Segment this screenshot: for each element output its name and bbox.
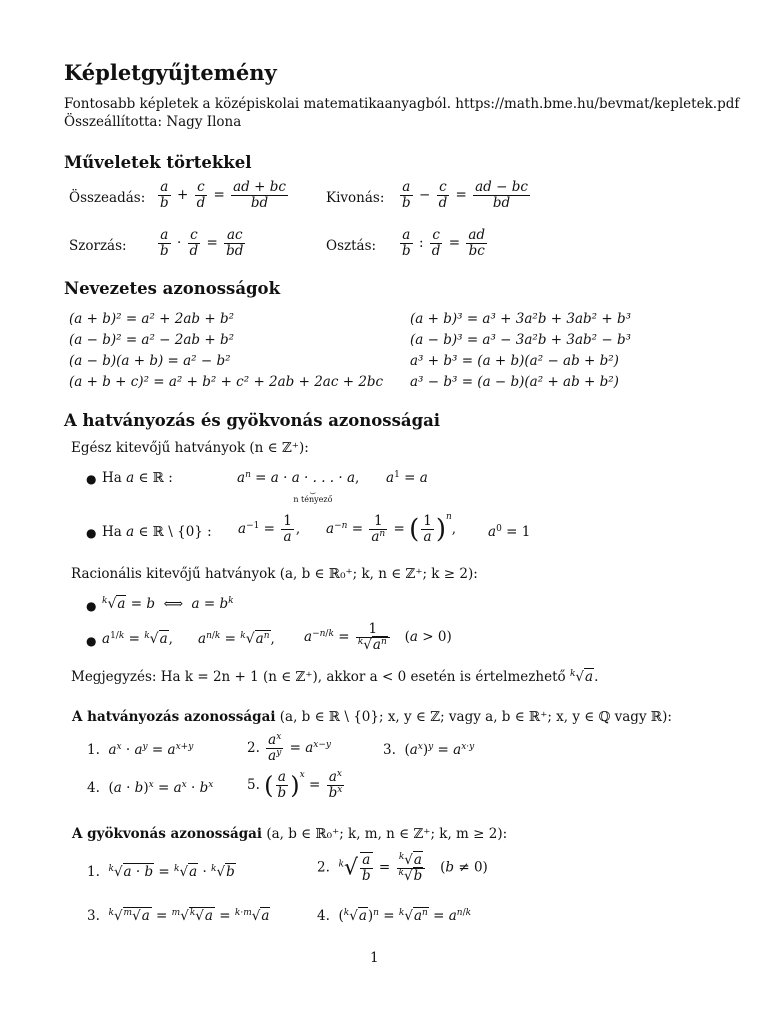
bullet-icon: ● <box>86 472 97 486</box>
rational-power-n: $a^{n/k} = ^k√a^n$, <box>198 631 275 647</box>
root-rules-title: A gyökvonás azonosságai <box>72 826 263 842</box>
brace-label: n tényező <box>293 495 333 504</box>
integer-exponent-heading: Egész kitevőjű hatványok (n ∈ ℤ⁺): <box>71 440 309 456</box>
subtraction-formula: $\frac{a}{b}$ − $\frac{c}{d}$ = $\frac{ad - bc}{bd}$ <box>402 179 528 211</box>
intro-line-1: Fontosabb képletek a középiskolai matematikaanyagból. https://math.bme.hu/bevmat/kepletek.pdf <box>64 96 740 112</box>
identity-left-2: (a − b)² = a² − 2ab + b² <box>69 332 235 348</box>
power-rule-1: 1. $a^x \cdot a^y = a^{x+y}$ <box>87 742 194 758</box>
section-powers-roots-title: A hatványozás és gyökvonás azonosságai <box>64 411 441 430</box>
note: Megjegyzés: Ha k = 2n + 1 (n ∈ ℤ⁺), akkor a < 0 esetén is értelmezhető $^k$√a. <box>71 669 599 685</box>
root-rule-2: 2. $^k$√ $\frac{a}{b}$ = $\frac{^k√a}{^k√b}$ (b ≠ 0) <box>317 851 488 884</box>
intro-line-2: Összeállította: Nagy Ilona <box>64 114 242 130</box>
identity-left-4: (a + b + c)² = a² + b² + c² + 2ab + 2ac + 2bc <box>69 374 384 390</box>
power-rule-5: 5. ( $\frac{a}{b}$ )$^x$ = $\frac{a^x}{b^x}$ <box>247 769 343 801</box>
identity-left-1: (a + b)² = a² + 2ab + b² <box>69 311 235 327</box>
root-definition: $^k$√a = b ⟺ $a = b^k$ <box>102 596 234 612</box>
root-rules-condition: (a, b ∈ ℝ₀⁺; k, m, n ∈ ℤ⁺; k, m ≥ 2): <box>266 826 508 842</box>
identity-right-3: a³ + b³ = (a + b)(a² − ab + b²) <box>410 353 619 369</box>
power-rule-3: 3. $(a^x)^y = a^{x\cdot y}$ <box>383 742 475 758</box>
root-rule-3: 3. $^k$√$^m$√a = $^m$√$^k$√a = $^{k\cdot m}$√a <box>87 908 270 924</box>
power-one: $a^1 = a$ <box>386 470 428 486</box>
negative-power-n: $a^{-n}$ = $\frac{1}{a^n}$ = ( $\frac{1}{a}$ )$^n$, <box>326 512 457 545</box>
root-rule-4: 4. $(^k√a)^n = ^k√a^n = a^{n/k}$ <box>317 908 472 924</box>
rational-power-negative: $a^{-n/k}$ = $\frac{1}{^k√a^n}$ (a > 0) <box>304 621 452 653</box>
power-rules-heading <box>72 709 672 725</box>
root-rule-1: 1. $^k$√a · b = $^k$√a · $^k$√b <box>87 864 235 880</box>
power-rules-title: A hatványozás azonosságai <box>72 709 276 725</box>
rational-exponent-heading: Racionális kitevőjű hatványok (a, b ∈ ℝ₀⁺; k, n ∈ ℤ⁺; k ≥ 2): <box>71 566 478 582</box>
section-identities-title: Nevezetes azonosságok <box>64 279 280 298</box>
power-rules-condition: (a, b ∈ ℝ \ {0}; x, y ∈ ℤ; vagy a, b ∈ ℝ⁺; x, y ∈ ℚ vagy ℝ): <box>279 709 672 725</box>
note-text: Megjegyzés: Ha k = 2n + 1 (n ∈ ℤ⁺), akkor a < 0 esetén is értelmezhető <box>71 669 566 685</box>
integer-power-condition-2: Ha a ∈ ℝ \ {0} : <box>102 524 212 540</box>
page-number: 1 <box>370 950 379 966</box>
power-definition: $a^n = a \cdot a$ · . . . · a ⏟ n tényező , <box>237 470 360 504</box>
identity-right-1: (a + b)³ = a³ + 3a²b + 3ab² + b³ <box>410 311 632 327</box>
bullet-icon: ● <box>86 599 97 613</box>
multiplication-label: Szorzás: <box>69 238 127 254</box>
power-rule-2: 2. $\frac{a^x}{a^y}$ = $a^{x-y}$ <box>247 732 331 764</box>
section-fractions-title: Műveletek törtekkel <box>64 153 252 172</box>
bullet-icon: ● <box>86 526 97 540</box>
identity-right-2: (a − b)³ = a³ − 3a²b + 3ab² − b³ <box>410 332 632 348</box>
power-rule-4: 4. $(a \cdot b)^x = a^x \cdot b^x$ <box>87 780 214 796</box>
division-formula: $\frac{a}{b}$ : $\frac{c}{d}$ = $\frac{ad}{bc}$ <box>402 227 486 259</box>
division-label: Osztás: <box>326 238 377 254</box>
page-title: Képletgyűjtemény <box>64 60 277 85</box>
multiplication-formula: $\frac{a}{b}$ · $\frac{c}{d}$ = $\frac{ac}{bd}$ <box>160 227 244 259</box>
zero-power: $a^0 = 1$ <box>488 524 531 540</box>
addition-formula: $\frac{a}{b}$ + $\frac{c}{d}$ = $\frac{ad + bc}{bd}$ <box>160 179 286 211</box>
negative-power-1: $a^{-1}$ = $\frac{1}{a}$ , <box>238 513 301 545</box>
identity-left-3: (a − b)(a + b) = a² − b² <box>69 353 231 369</box>
integer-power-condition-1: Ha a ∈ ℝ : <box>102 470 173 486</box>
identity-right-4: a³ − b³ = (a − b)(a² + ab + b²) <box>410 374 619 390</box>
bullet-icon: ● <box>86 634 97 648</box>
addition-label: Összeadás: <box>69 190 146 206</box>
rational-power-1: $a^{1/k} = ^k√a$, <box>102 631 173 647</box>
root-rules-heading <box>72 826 507 842</box>
subtraction-label: Kivonás: <box>326 190 385 206</box>
